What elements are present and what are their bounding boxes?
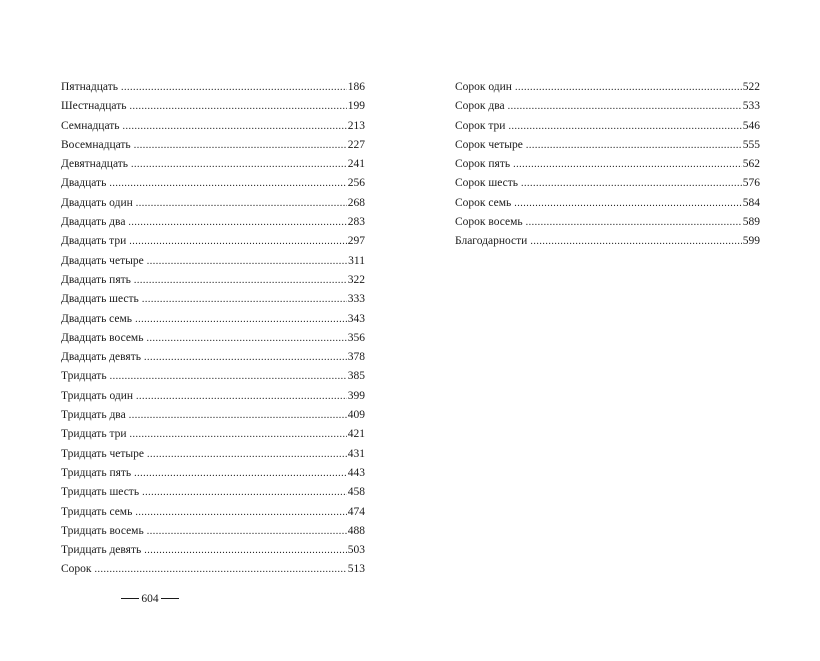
page-number-footer (0, 590, 410, 605)
toc-entry-page: 356 (347, 331, 365, 344)
toc-list-left (61, 78, 365, 580)
toc-leader-dots (508, 117, 741, 136)
toc-entry-title: Девятнадцать (61, 158, 129, 171)
toc-leader-dots (144, 541, 347, 560)
toc-list-right (455, 78, 760, 252)
toc-entry-page: 503 (347, 544, 365, 557)
toc-entry-page: 513 (347, 563, 365, 576)
toc-entry[interactable] (61, 117, 365, 136)
toc-entry[interactable] (61, 541, 365, 560)
toc-entry[interactable] (61, 310, 365, 329)
toc-entry-title: Тридцать (61, 370, 107, 383)
toc-leader-dots (121, 78, 347, 97)
toc-entry-page: 488 (347, 524, 365, 537)
toc-entry[interactable] (61, 329, 365, 348)
toc-entry-title: Тридцать шесть (61, 486, 140, 499)
toc-entry-title: Пятнадцать (61, 81, 118, 93)
toc-entry-title: Сорок три (455, 119, 506, 132)
toc-entry[interactable] (61, 367, 365, 386)
toc-entry-title: Шестнадцать (61, 100, 127, 113)
toc-entry-title: Двадцать шесть (61, 293, 139, 306)
toc-leader-dots (508, 97, 742, 116)
toc-entry-title: Двадцать два (61, 216, 126, 229)
toc-entry-title: Двадцать один (61, 196, 133, 209)
toc-leader-dots (526, 136, 742, 155)
toc-leader-dots (136, 194, 347, 213)
toc-entry-page: 555 (742, 138, 760, 151)
toc-entry-title: Сорок шесть (455, 177, 519, 190)
toc-entry[interactable] (455, 78, 760, 97)
toc-leader-dots (147, 445, 347, 464)
toc-leader-dots (129, 97, 346, 116)
toc-entry-page: 589 (742, 216, 760, 229)
folio-rule-right (161, 598, 179, 599)
toc-entry-page: 599 (742, 235, 760, 248)
toc-entry-title: Сорок пять (455, 158, 511, 171)
toc-entry-page: 421 (347, 428, 365, 441)
toc-entry[interactable] (61, 78, 365, 97)
toc-entry[interactable] (455, 194, 760, 213)
toc-entry-page: 385 (347, 370, 365, 383)
toc-entry-page: 378 (347, 351, 365, 364)
toc-entry-title: Сорок (61, 563, 92, 576)
toc-leader-dots (526, 213, 742, 232)
toc-entry-page: 241 (347, 158, 365, 171)
toc-entry[interactable] (61, 271, 365, 290)
toc-entry-title: Двадцать девять (61, 351, 141, 364)
toc-entry-page: 474 (347, 505, 365, 518)
toc-entry-page: 227 (347, 138, 365, 151)
toc-entry[interactable] (61, 97, 365, 116)
toc-entry-page: 343 (347, 312, 365, 325)
toc-entry-title: Сорок четыре (455, 138, 523, 151)
toc-entry-title: Двадцать восемь (61, 331, 144, 344)
toc-entry-title: Двадцать пять (61, 273, 131, 286)
toc-entry-title: Тридцать семь (61, 505, 133, 518)
toc-leader-dots (147, 252, 347, 271)
toc-leader-dots (134, 464, 347, 483)
toc-leader-dots (110, 367, 347, 386)
toc-leader-dots (147, 522, 347, 541)
toc-entry-title: Восемнадцать (61, 138, 131, 151)
toc-entry[interactable] (455, 213, 760, 232)
toc-entry[interactable] (455, 155, 760, 174)
toc-entry-page: 533 (742, 100, 760, 113)
toc-leader-dots (131, 155, 347, 174)
toc-entry-page: 322 (347, 273, 365, 286)
toc-leader-dots (515, 78, 742, 97)
toc-entry[interactable] (455, 174, 760, 193)
toc-entry-title: Сорок два (455, 100, 505, 113)
toc-leader-dots (135, 503, 346, 522)
toc-entry[interactable] (61, 232, 365, 251)
toc-entry-page: 431 (347, 447, 365, 460)
toc-entry-title: Двадцать три (61, 235, 127, 248)
toc-leader-dots (109, 174, 346, 193)
toc-entry[interactable] (455, 117, 760, 136)
toc-leader-dots (146, 329, 346, 348)
toc-entry-title: Семнадцать (61, 119, 120, 132)
toc-entry-title: Двадцать (61, 177, 107, 190)
toc-entry[interactable] (61, 387, 365, 406)
toc-leader-dots (134, 271, 347, 290)
toc-leader-dots (134, 136, 347, 155)
toc-entry-page: 297 (347, 235, 365, 248)
toc-entry[interactable] (61, 290, 365, 309)
toc-leader-dots (144, 348, 347, 367)
toc-entry-title: Тридцать пять (61, 466, 132, 479)
toc-entry[interactable] (61, 348, 365, 367)
toc-entry-page: 584 (742, 196, 760, 209)
toc-entry[interactable] (61, 136, 365, 155)
toc-entry-title: Сорок семь (455, 196, 512, 209)
toc-leader-dots (530, 232, 741, 251)
toc-entry-page: 399 (347, 389, 365, 402)
toc-entry-title: Сорок один (455, 81, 512, 93)
toc-entry[interactable] (61, 155, 365, 174)
toc-entry-title: Тридцать один (61, 389, 134, 402)
toc-entry-page: 443 (347, 466, 365, 479)
toc-entry-page: 283 (347, 216, 365, 229)
toc-entry[interactable] (455, 232, 760, 251)
toc-leader-dots (95, 560, 347, 579)
toc-leader-dots (129, 406, 347, 425)
toc-leader-dots (130, 425, 347, 444)
toc-entry-page: 311 (348, 254, 365, 267)
toc-entry[interactable] (61, 174, 365, 193)
toc-entry-title: Двадцать четыре (61, 254, 144, 267)
toc-entry-page: 409 (347, 409, 365, 422)
toc-entry-page: 546 (742, 119, 760, 132)
toc-leader-dots (135, 310, 347, 329)
toc-entry[interactable] (61, 483, 365, 502)
toc-entry-title: Благодарности (455, 235, 528, 248)
toc-entry[interactable] (61, 522, 365, 541)
toc-entry[interactable] (61, 503, 365, 522)
toc-entry[interactable] (455, 136, 760, 155)
toc-entry[interactable] (61, 252, 365, 271)
toc-entry[interactable] (61, 406, 365, 425)
toc-entry-page: 458 (347, 486, 365, 499)
toc-entry[interactable] (61, 194, 365, 213)
toc-leader-dots (128, 213, 346, 232)
toc-leader-dots (521, 174, 742, 193)
toc-entry-page: 256 (347, 177, 365, 190)
toc-leader-dots (142, 290, 347, 309)
toc-entry-title: Сорок восемь (455, 216, 523, 229)
toc-entry-page: 213 (347, 119, 365, 132)
toc-entry-page: 522 (742, 81, 760, 93)
toc-entry-page: 562 (742, 158, 760, 171)
toc-leader-dots (514, 194, 741, 213)
toc-entry-title: Двадцать семь (61, 312, 133, 325)
toc-entry[interactable] (455, 97, 760, 116)
toc-entry-title: Тридцать три (61, 428, 127, 441)
toc-entry[interactable] (61, 464, 365, 483)
toc-entry-page: 199 (347, 100, 365, 113)
toc-entry-page: 576 (742, 177, 760, 190)
folio-rule-left (121, 598, 139, 599)
toc-entry[interactable] (61, 445, 365, 464)
toc-entry-title: Тридцать два (61, 409, 126, 422)
toc-leader-dots (129, 232, 346, 251)
toc-entry-page: 333 (347, 293, 365, 306)
page-number: 604 (141, 592, 159, 605)
toc-entry-page: 268 (347, 196, 365, 209)
toc-leader-dots (136, 387, 347, 406)
toc-entry[interactable] (61, 213, 365, 232)
folio-wrap (119, 593, 180, 605)
toc-entry-page: 186 (347, 81, 365, 93)
toc-leader-dots (142, 483, 347, 502)
toc-entry[interactable] (61, 425, 365, 444)
toc-entry[interactable] (61, 560, 365, 579)
toc-entry-title: Тридцать восемь (61, 524, 144, 537)
right-page (410, 0, 820, 661)
toc-entry-title: Тридцать четыре (61, 447, 144, 460)
toc-leader-dots (123, 117, 347, 136)
toc-entry-title: Тридцать девять (61, 544, 142, 557)
toc-leader-dots (513, 155, 742, 174)
